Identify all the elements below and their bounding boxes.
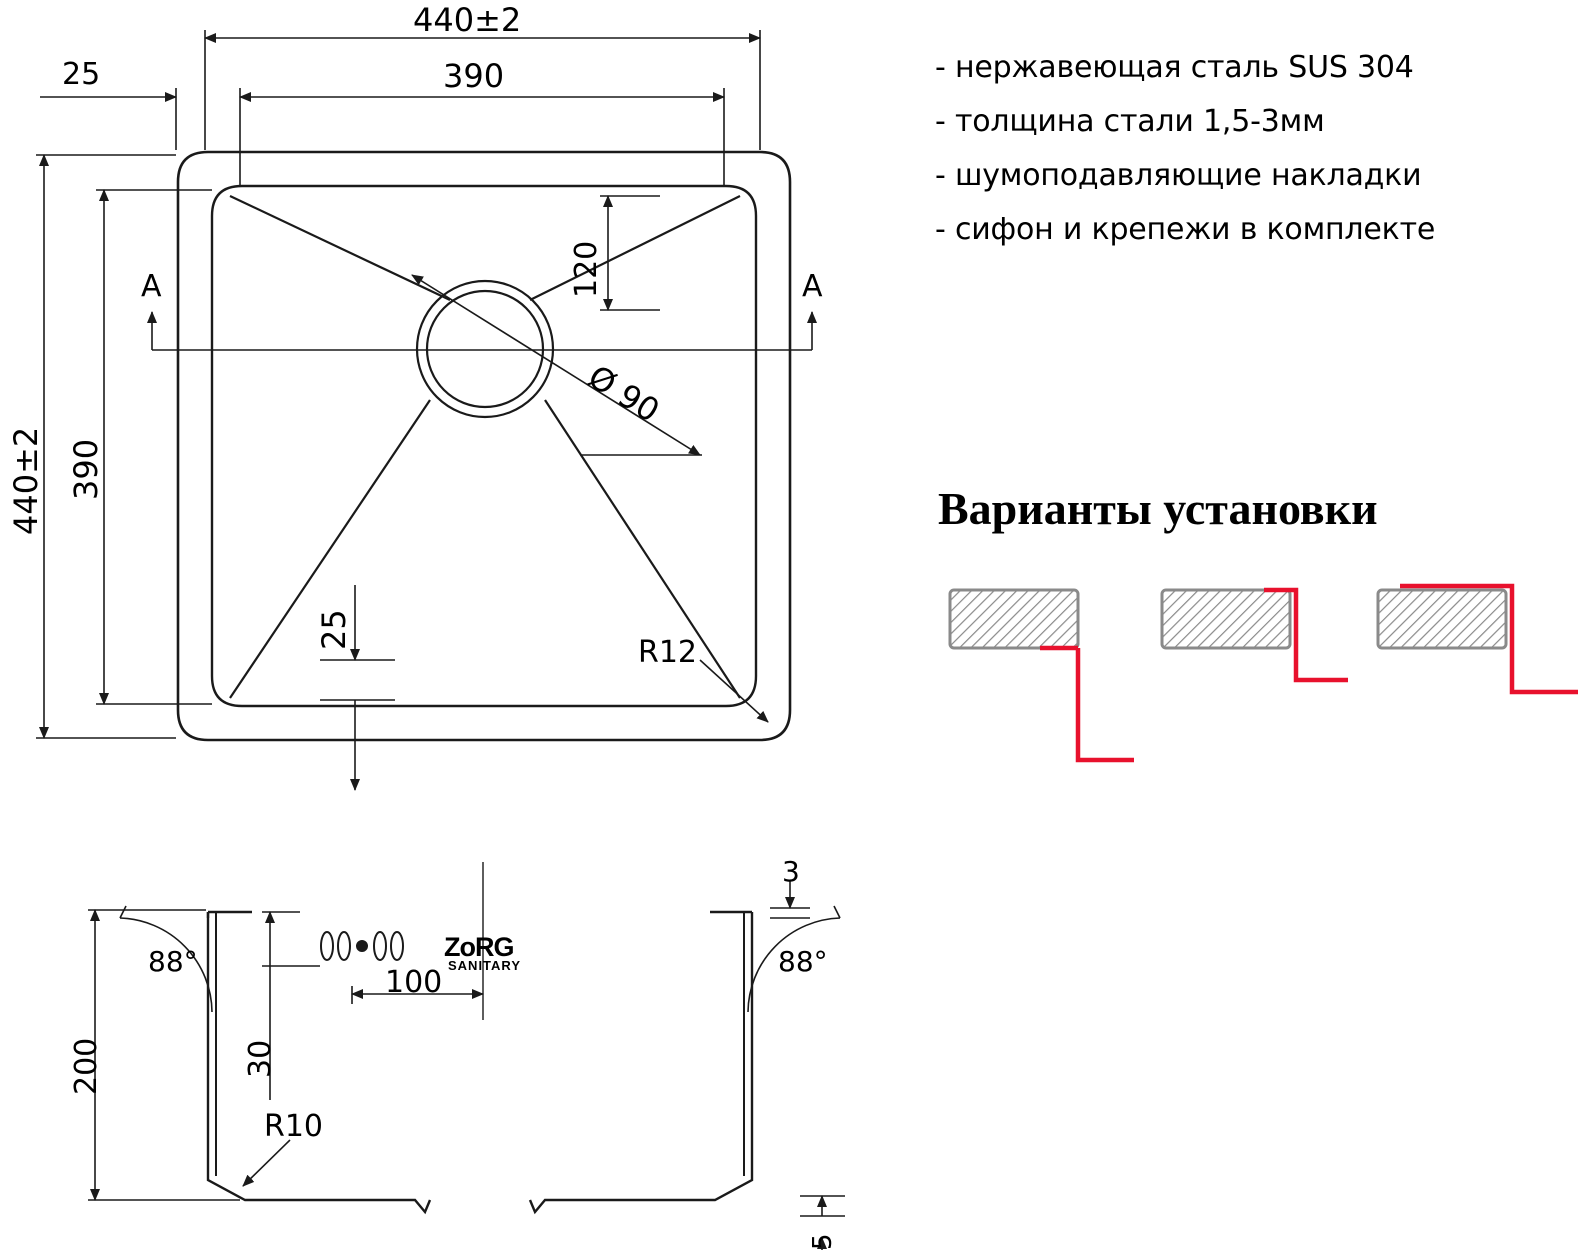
brand-logo-name: ZoRG — [444, 932, 514, 962]
dim-label-overall-width: 440±2 — [413, 1, 522, 39]
spec-item: - толщина стали 1,5-3мм — [935, 104, 1325, 139]
dim-label-corner-radius-r12: R12 — [638, 635, 698, 670]
install-variants-title: Варианты установки — [938, 483, 1378, 534]
section-line-a-a — [152, 312, 812, 350]
dim-label-overall-height: 440±2 — [7, 426, 45, 535]
dim-label-bottom-offset: 25 — [315, 609, 353, 650]
install-variants-group — [950, 586, 1578, 760]
dim-edge-left — [40, 88, 176, 150]
sink-inner-bowl — [212, 186, 756, 706]
spec-item: - нержавеющая сталь SUS 304 — [935, 50, 1414, 85]
spec-item: - сифон и крепежи в комплекте — [935, 212, 1436, 247]
install-variant-flush — [950, 590, 1134, 760]
install-variant-overmount — [1378, 586, 1578, 692]
dim-corner-radius-r10 — [243, 1140, 290, 1186]
dim-label-rim-thickness: 3 — [782, 855, 800, 888]
install-variant-undermount — [1162, 590, 1348, 680]
dim-label-drain-diameter: Ø 90 — [581, 357, 667, 430]
section-marker-right: A — [802, 269, 823, 304]
dim-corner-radius-r12 — [700, 660, 768, 722]
dim-label-overflow-width: 100 — [385, 965, 443, 1000]
dim-label-angle-left: 88° — [148, 945, 198, 978]
drain-hole — [417, 281, 553, 417]
overflow-holes — [321, 932, 403, 960]
dim-label-edge-left: 25 — [62, 57, 101, 92]
dim-label-drain-offset: 120 — [569, 240, 604, 298]
dim-label-inner-width: 390 — [443, 57, 505, 95]
section-right-wall — [530, 912, 752, 1212]
specs-list — [935, 50, 1555, 266]
sink-outer-outline — [178, 152, 790, 740]
dim-inner-height-left — [96, 190, 212, 704]
dim-drain-offset — [600, 196, 660, 310]
dim-label-inner-height: 390 — [67, 438, 105, 500]
spec-item: - шумоподавляющие накладки — [935, 158, 1422, 193]
dim-label-depth: 200 — [69, 1037, 104, 1095]
dim-label-corner-radius-r10: R10 — [264, 1109, 324, 1144]
dim-label-angle-right: 88° — [778, 945, 828, 978]
dim-drain-diameter — [412, 275, 702, 455]
dim-label-base-offset: 5 — [808, 1233, 838, 1250]
section-marker-left: A — [141, 269, 162, 304]
bowl-fold-lines — [230, 196, 740, 698]
dim-label-overflow-height: 30 — [243, 1039, 278, 1078]
section-left-wall — [208, 912, 430, 1212]
dim-overall-height-left — [36, 155, 176, 738]
brand-logo-sub: SANITARY — [448, 958, 521, 973]
dim-inner-width-top — [240, 88, 724, 185]
